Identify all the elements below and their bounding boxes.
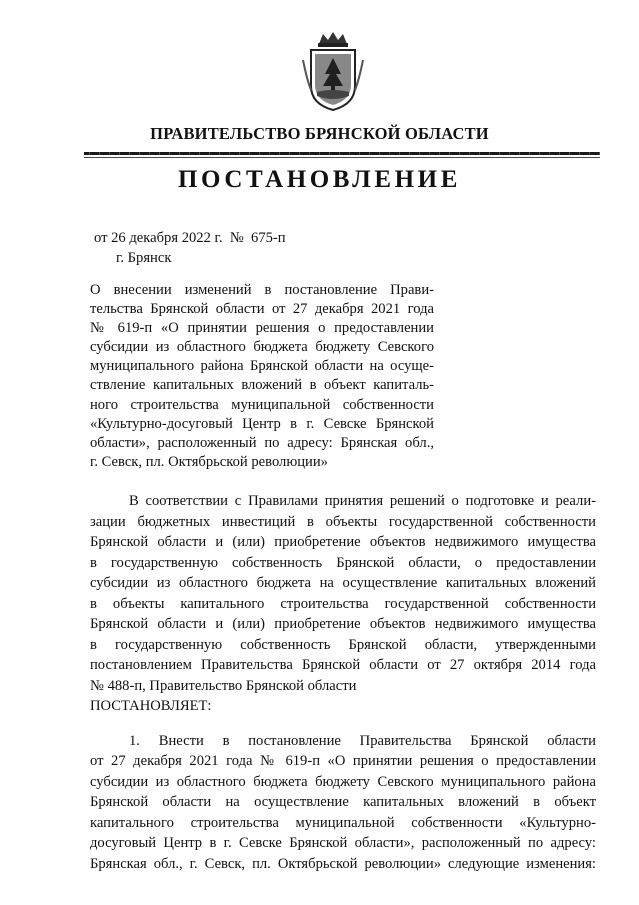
document-type-title: ПОСТАНОВЛЕНИЕ (177, 166, 462, 193)
preamble-line: в объекты капитального строительства государственной собственности (90, 595, 596, 612)
header-divider-thick (84, 152, 600, 155)
document-body (90, 491, 596, 874)
subject-line: О внесении изменений в постановление Прави- (90, 282, 434, 298)
item1-line: Брянская обл., г. Севск, пл. Октябрьской революции» следующие изменения: (90, 855, 596, 872)
item1-line: досуговый Центр в г. Севске Брянской области», расположенный по адресу: (90, 835, 596, 851)
preamble-line: Брянской области и (или) приобретение объектов недвижимого имущества (90, 534, 596, 550)
subject-line: ствление капитальных вложений в объект капиталь- (90, 377, 434, 394)
header-divider-thin (84, 157, 600, 158)
resolves-heading: ПОСТАНОВЛЯЕТ: (90, 698, 212, 714)
preamble-line: в государственную собственность Брянской области, о предоставлении (90, 554, 596, 571)
preamble-line: субсидии из областного бюджета на осуществление капитальных вложений (90, 575, 596, 591)
subject-line: области», расположенный по адресу: Брянская обл., (90, 434, 434, 451)
preamble-line: постановлением Правительства Брянской области от 27 октября 2014 года (90, 657, 596, 673)
subject-line: субсидии из областного бюджета бюджету Севского (90, 339, 434, 356)
subject-line: ного строительства муниципальной собственности (90, 396, 434, 413)
subject-line: тельства Брянской области от 27 декабря 2021 года (90, 301, 434, 318)
preamble-line: зации бюджетных инвестиций в объекты государственной собственности (90, 513, 596, 530)
item1-line: Брянской области на осуществление капитальных вложений в объект (90, 794, 596, 810)
preamble-line: В соответствии с Правилами принятия решений о подготовке и реали- (129, 493, 596, 509)
subject-line: г. Севск, пл. Октябрьской революции» (90, 453, 328, 470)
item1-line: субсидии из областного бюджета бюджету Севского муниципального района (90, 773, 596, 790)
subject-line: № 619-п «О принятии решения о предоставлении (90, 320, 434, 337)
government-title: ПРАВИТЕЛЬСТВО БРЯНСКОЙ ОБЛАСТИ (150, 124, 489, 143)
document-date-number: от 26 декабря 2022 г. № 675-п (94, 230, 286, 246)
preamble-line: в государственную собственность Брянской области, утвержденными (90, 636, 596, 653)
subject-line: «Культурно-досуговый Центр в г. Севске Брянской (90, 415, 434, 432)
coat-of-arms-icon (299, 30, 367, 114)
preamble-line: № 488-п, Правительство Брянской области (90, 677, 357, 694)
document-subject (90, 281, 434, 472)
item1-line: 1. Внести в постановление Правительства Брянской области (129, 732, 596, 749)
document-city: г. Брянск (116, 250, 172, 266)
subject-line: муниципального района Брянской области на осуще- (90, 358, 434, 375)
preamble-line: Брянской области и (или) приобретение объектов недвижимого имущества (90, 616, 596, 632)
item1-line: от 27 декабря 2021 года № 619-п «О принятии решения о предоставлении (90, 753, 596, 769)
item1-line: капитального строительства муниципальной собственности «Культурно- (90, 814, 596, 831)
